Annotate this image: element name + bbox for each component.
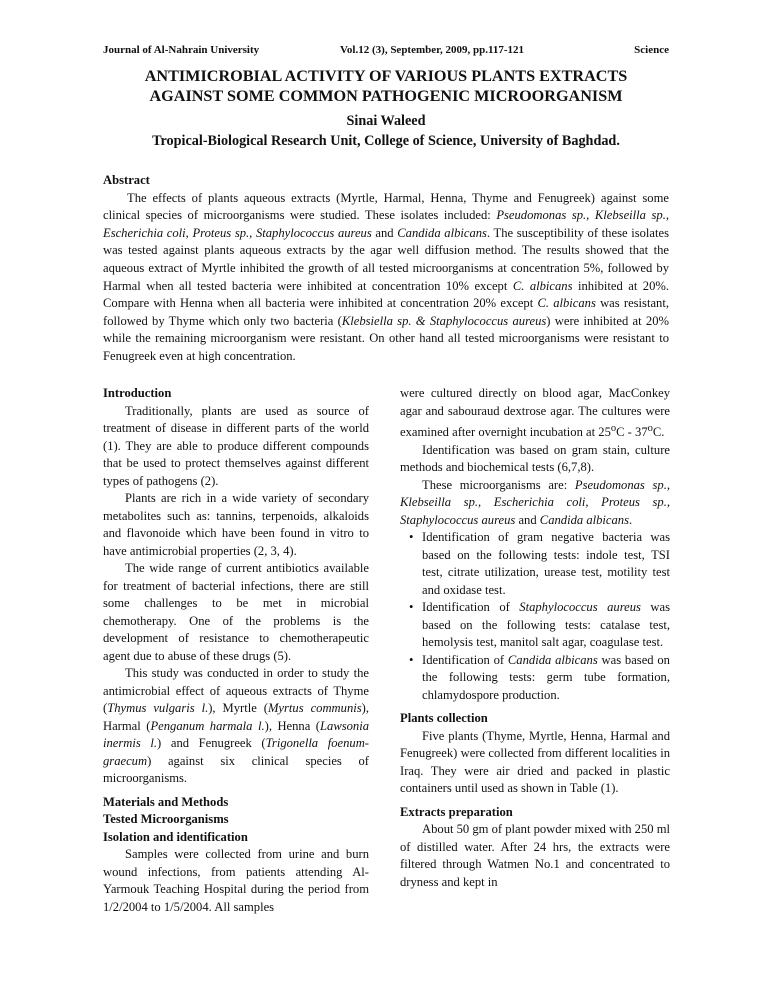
- tested-microorganisms-heading: Tested Microorganisms: [103, 812, 229, 826]
- list-item: • Identification of gram negative bacteria was based on the following tests: indole test, TSI test, citrate utilization, urease test, motility test and oxidase test.: [422, 529, 670, 599]
- abstract: [103, 172, 669, 366]
- introduction-heading: Introduction: [103, 386, 172, 400]
- plants-collection-heading: Plants collection: [400, 711, 488, 726]
- volume-info: Vol.12 (3), September, 2009, pp.117-121: [340, 44, 525, 56]
- methods-paragraph-1: Samples were collected from urine and burn wound infections, from patients attending Al-Yarmouk Teaching Hospital during the period from 1/2/2004 to 1/5/2004. All samples: [103, 847, 369, 914]
- left-column: [103, 385, 369, 916]
- degree-sup-2: o: [647, 423, 653, 434]
- list-item: • Identification of Staphylococcus aureus was based on the following tests: catalase test, hemolysis test, manitol salt agar, coagulase test.: [422, 599, 670, 652]
- right-column: [400, 385, 670, 891]
- abstract-heading: Abstract: [103, 173, 150, 187]
- culture-paragraph: were cultured directly on blood agar, MacConkey agar and sabouraud dextrose agar. The cultures were examined after overnight incubation at 25$^o$C - 37$^o$C.: [400, 386, 670, 440]
- running-header: [103, 44, 669, 60]
- list-item: • Identification of Candida albicans was based on the following tests: germ tube formation, chlamydospore production.: [422, 652, 670, 705]
- intro-paragraph-4: This study was conducted in order to study the antimicrobial effect of aqueous extracts of Thyme (Thymus vulgaris l.), Myrtle (Myrtus communis), Harmal (Penganum harmala l.), Henna (Lawsonia inermis l.) and Fenugreek (Trigonella foenum-graecum) against six clinical species of microorganisms.: [103, 666, 370, 785]
- plants-collection-paragraph: Five plants (Thyme, Myrtle, Henna, Harmal and Fenugreek) were collected from different localities in Iraq. They were air dried and packed in plastic containers until used as shown in Table (1).: [400, 728, 670, 796]
- author-affiliation: Tropical-Biological Research Unit, College of Science, University of Baghdad.: [152, 133, 620, 149]
- intro-paragraph-3: The wide range of current antibiotics available for treatment of bacterial infections, there are still some challenges to be met in microbial chemotherapy. One of the problems is the development of resistance to chemotherapeutic agent due to abuse of these drugs (5).: [103, 561, 369, 663]
- isolation-identification-heading: Isolation and identification: [103, 829, 248, 844]
- materials-methods-heading: Materials and Methods: [103, 794, 229, 809]
- intro-paragraph-2: Plants are rich in a wide variety of secondary metabolites such as: tannins, terpenoids, alkaloids and flavonoide which have been found in vitro to have antimicrobial properties (2, 3, 4).: [103, 491, 369, 558]
- extracts-preparation-heading: Extracts preparation: [400, 804, 513, 819]
- paper-title: [103, 66, 669, 106]
- title-line-1: ANTIMICROBIAL ACTIVITY OF VARIOUS PLANTS EXTRACTS: [144, 67, 628, 85]
- degree-sup-1: o: [610, 423, 617, 434]
- section-name: Science: [634, 44, 669, 56]
- title-line-2: AGAINST SOME COMMON PATHOGENIC MICROORGANISM: [149, 87, 623, 105]
- intro-paragraph-1: Traditionally, plants are used as source of treatment of disease in different parts of the world (1). They are able to produce different compounds that be used to protect themselves against different types of pathogens (2).: [103, 403, 369, 488]
- extracts-paragraph: About 50 gm of plant powder mixed with 250 ml of distilled water. After 24 hrs, the extracts were filtered through Watmen No.1 and concentrated to dryness and kept in: [400, 822, 671, 889]
- identification-list: [400, 529, 670, 704]
- abstract-text: The effects of plants aqueous extracts (Myrtle, Harmal, Henna, Thyme and Fenugreek) against some clinical species of microorganisms were studied. These isolates included: Pseudomonas sp., Klebseilla sp., Escherichia coli, Proteus sp., Staphylococcus aureus and Candida albicans. The susceptibility of these isolates was tested against plants aqueous extracts by the agar well diffusion method. The results showed that the aqueous extract of Myrtle inhibited the growth of all tested microorganisms at concentration 5%, followed by Harmal when all tested bacteria were inhibited at concentration 10% except C. albicans inhibited at 20%. Compare with Henna when all bacteria were inhibited at concentration 20% except C. albicans was resistant, followed by Thyme which only two bacteria (Klebsiella sp. & Staphylococcus aureus) were inhibited at 20% while the remaining microorganism were resistant. On other hand all tested microorganisms were resistant to Fenugreek even at high concentration.: [103, 190, 670, 363]
- identification-paragraph: Identification was based on gram stain, culture methods and biochemical tests (6,7,8).: [400, 442, 670, 475]
- microorganisms-paragraph: These microorganisms are: Pseudomonas sp., Klebseilla sp., Escherichia coli, Proteus sp., Staphylococcus aureus and Candida albicans.: [400, 477, 670, 527]
- journal-name: Journal of Al-Nahrain University: [103, 44, 260, 56]
- author-name: Sinai Waleed: [346, 113, 426, 129]
